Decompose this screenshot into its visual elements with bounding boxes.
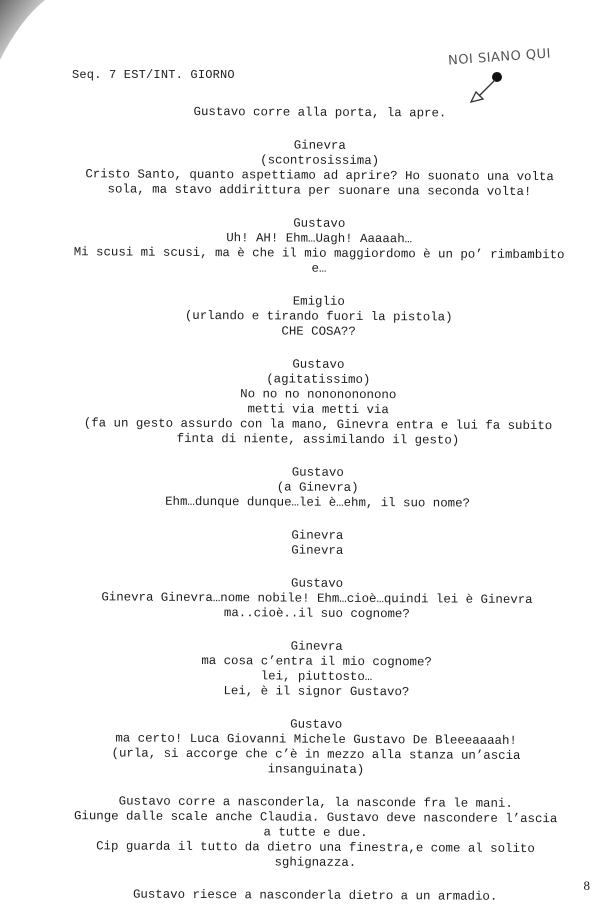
dialogue-line: Lei, è il signor Gustavo? [223, 684, 410, 700]
dialogue-line: (fa un gesto assurdo con la mano, Ginevra entra e lui fa subito [83, 416, 553, 434]
character-name: Gustavo [292, 357, 345, 372]
character-name: Ginevra [293, 138, 346, 153]
character-name: Gustavo [293, 216, 346, 231]
page-number: 8 [583, 878, 590, 893]
page-curl-shadow [0, 0, 70, 70]
dialogue-block [37, 575, 597, 623]
dialogue-line: Mi scusi mi scusi, ma è che il mio maggiordomo è un po’ rimbambito [73, 245, 565, 263]
action-line: Gustavo corre alla porta, la apre. [193, 104, 447, 121]
parenthetical: (a Ginevra) [276, 480, 359, 495]
dialogue-line: ma..cioè..il suo cognome? [223, 606, 410, 622]
dialogue-line: CHE COSA?? [281, 324, 356, 339]
character-name: Ginevra [290, 639, 343, 654]
dialogue-line: lei, piuttosto… [260, 669, 373, 685]
action-block [35, 794, 595, 872]
action-line: Giunge dalle scale anche Claudia. Gustavo deve nascondere l’ascia [73, 809, 558, 827]
action-line: Gustavo riesce a nasconderla dietro a un armadio. [132, 887, 498, 904]
dialogue-line: metti via metti via [247, 402, 389, 418]
dialogue-line: sola, ma stavo addirittura per suonare una seconda volta! [107, 182, 532, 200]
handwritten-note: NOI SIANO QUI [447, 46, 552, 69]
dialogue-block [39, 293, 599, 341]
dialogue-block [38, 356, 599, 449]
dialogue-line: insanguinata) [267, 762, 365, 777]
dialogue-block [39, 137, 599, 200]
handwritten-arrow-icon [465, 68, 505, 108]
dialogue-block [36, 716, 596, 779]
dialogue-block [36, 638, 596, 701]
dialogue-block [39, 215, 599, 278]
dialogue-line: Ginevra Ginevra…nome nobile! Ehm…cioè…quindi lei è Ginevra [101, 590, 533, 608]
action-line: sghignazza. [274, 855, 357, 870]
dialogue-line: Uh! AH! Ehm…Uagh! Aaaaah… [226, 231, 413, 247]
dialogue-line: ma cosa c’entra il mio cognome? [201, 653, 432, 670]
action-line: Gustavo corre a nasconderla, la nasconde fra le mani. [118, 794, 513, 811]
parenthetical: (agitatissimo) [266, 372, 371, 388]
scene-heading: Seq. 7 EST/INT. GIORNO [72, 68, 235, 82]
dialogue-line: e… [311, 261, 327, 276]
dialogue-line: Cristo Santo, quanto aspettiamo ad aprire? Ho suonato una volta [85, 167, 554, 185]
dialogue-block [38, 464, 598, 512]
script-body [35, 104, 600, 923]
dialogue-line: ma certo! Luca Giovanni Michele Gustavo De Bleeeaaaah! [115, 731, 517, 748]
character-name: Ginevra [291, 528, 344, 543]
character-name: Emiglio [292, 294, 345, 309]
dialogue-line: (urla, si accorge che c’è in mezzo alla stanza un’ascia [111, 746, 521, 763]
character-name: Gustavo [290, 717, 343, 732]
dialogue-line: Ginevra [291, 543, 344, 558]
parenthetical: (urlando e tirando fuori la pistola) [184, 308, 453, 325]
dialogue-block [37, 527, 597, 560]
dialogue-line: Ehm…dunque dunque…lei è…ehm, il suo nome? [165, 494, 471, 511]
parenthetical: (scontrosissima) [260, 153, 380, 169]
character-name: Gustavo [291, 465, 344, 480]
action-block [35, 887, 595, 905]
dialogue-line: No no no nononononono [240, 387, 397, 403]
dialogue-line: finta di niente, assimilando il gesto) [176, 431, 460, 448]
action-block [40, 104, 600, 122]
character-name: Gustavo [291, 576, 344, 591]
action-line: Cip guarda il tutto da dietro una finestra,e come al solito [96, 839, 535, 857]
action-line: a tutte e due. [263, 825, 368, 841]
